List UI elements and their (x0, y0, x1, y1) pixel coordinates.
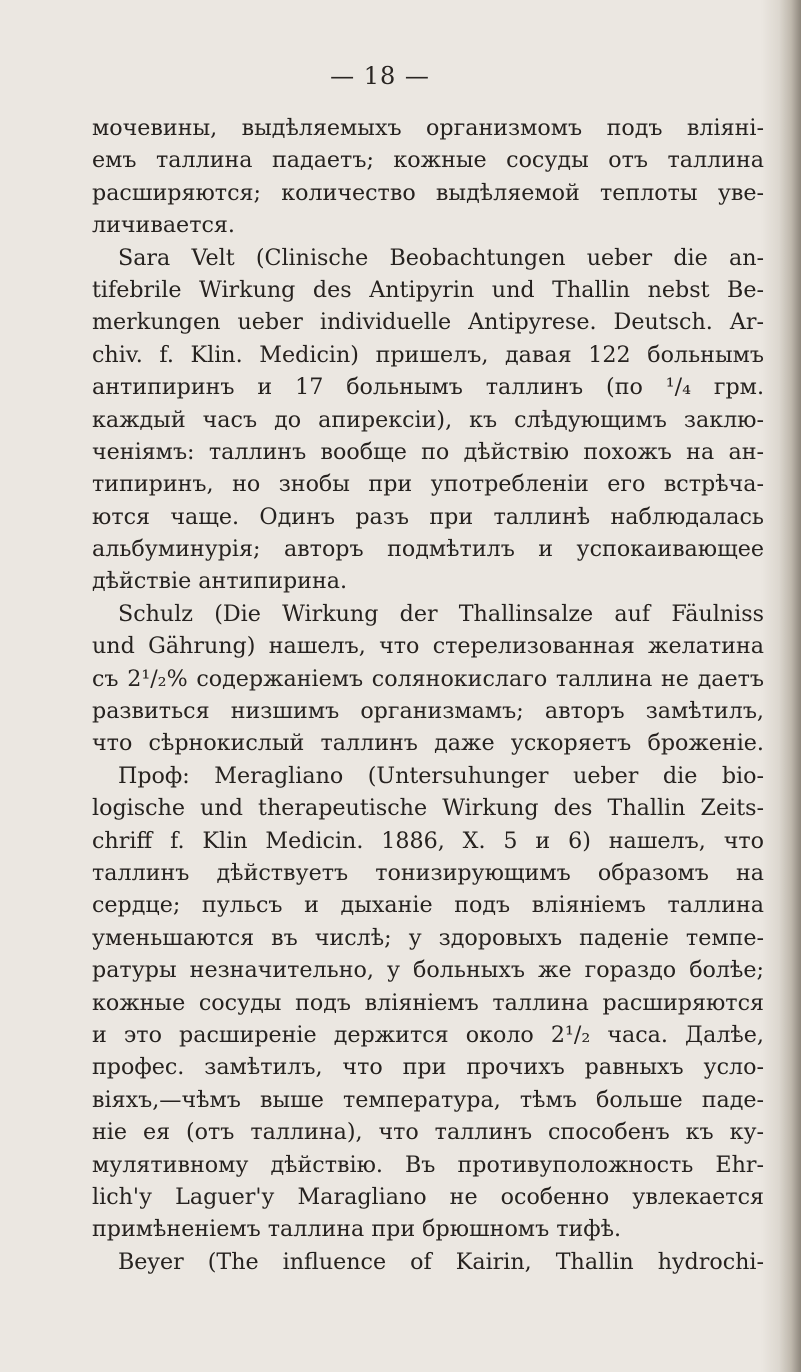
text-line: и это расширеніе держится около 2¹/₂ часа. Далѣе, (92, 1021, 764, 1048)
text-line: chriff f. Klin Medicin. 1886, X. 5 и 6) нашелъ, что (92, 827, 764, 854)
text-line: каждый часъ до апирексіи), къ слѣдующимъ заклю- (92, 406, 764, 433)
text-line: личивается. (92, 212, 235, 239)
text-line: расширяются; количество выдѣляемой теплоты уве- (92, 179, 764, 206)
text-line: chiv. f. Klin. Medicin) пришелъ, давая 122 больнымъ (92, 341, 764, 368)
text-line: альбуминурія; авторъ подмѣтилъ и успокаивающее (92, 536, 764, 563)
text-line: уменьшаются въ числѣ; у здоровыхъ паденіе темпе- (92, 924, 764, 951)
text-line: примѣненіемъ таллина при брюшномъ тифѣ. (92, 1216, 622, 1243)
text-line: Sara Velt (Clinische Beobachtungen ueber die an- (118, 244, 764, 271)
text-line: что сѣрнокислый таллинъ даже ускоряетъ броженіе. (92, 730, 764, 757)
text-line: Проф: Meragliano (Untersuhunger ueber die bio- (118, 762, 764, 789)
text-line: емъ таллина падаетъ; кожные сосуды отъ таллина (92, 147, 764, 174)
text-line: съ 2¹/₂% содержаніемъ солянокислаго таллина не даетъ (92, 665, 764, 692)
text-line: мулятивному дѣйствію. Въ противуположность Ehr- (92, 1151, 764, 1178)
text-line: антипиринъ и 17 больнымъ таллинъ (по ¹/₄ грм. (92, 374, 764, 401)
text-line: Schulz (Die Wirkung der Thallinsalze auf Fäulniss (118, 600, 764, 627)
text-line: ченіямъ: таллинъ вообще по дѣйствію похожъ на ан- (92, 438, 764, 465)
text-line: ратуры незначительно, у больныхъ же гораздо болѣе; (92, 957, 764, 984)
text-line: ніе ея (отъ таллина), что таллинъ способенъ къ ку- (92, 1119, 764, 1146)
body-text (92, 112, 764, 1278)
text-line: und Gährung) нашелъ, что стерелизованная желатина (92, 633, 764, 660)
text-line: ются чаще. Одинъ разъ при таллинѣ наблюдалась (92, 503, 764, 530)
text-line: віяхъ,—чѣмъ выше температура, тѣмъ больше паде- (92, 1086, 764, 1113)
text-line: таллинъ дѣйствуетъ тонизирующимъ образомъ на (92, 859, 764, 886)
text-line: сердце; пульсъ и дыханіе подъ вліяніемъ таллина (92, 892, 764, 919)
text-line: merkungen ueber individuelle Antipyrese. Deutsch. Ar- (92, 309, 764, 336)
page-number: — 18 — (330, 62, 430, 90)
text-line: мочевины, выдѣляемыхъ организмомъ подъ вліяні- (92, 115, 764, 141)
text-line: Beyer (The influence of Kairin, Thallin hydrochi- (118, 1248, 764, 1275)
text-line: logische und therapeutische Wirkung des Thallin Zeits- (92, 795, 764, 822)
text-line: дѣйствіе антипирина. (92, 568, 348, 595)
text-line: lich'у Laguer'у Maragliano не особенно увлекается (92, 1183, 764, 1210)
text-line: tifebrile Wirkung des Antipyrin und Thallin nebst Be- (92, 276, 764, 303)
text-line: профес. замѣтилъ, что при прочихъ равныхъ усло- (92, 1054, 764, 1081)
page-edge-shadow (761, 0, 801, 1372)
text-line: кожные сосуды подъ вліяніемъ таллина расширяются (92, 989, 764, 1016)
text-line: развиться низшимъ организмамъ; авторъ замѣтилъ, (92, 698, 764, 725)
text-line: типиринъ, но знобы при употребленіи его встрѣча- (92, 471, 764, 498)
